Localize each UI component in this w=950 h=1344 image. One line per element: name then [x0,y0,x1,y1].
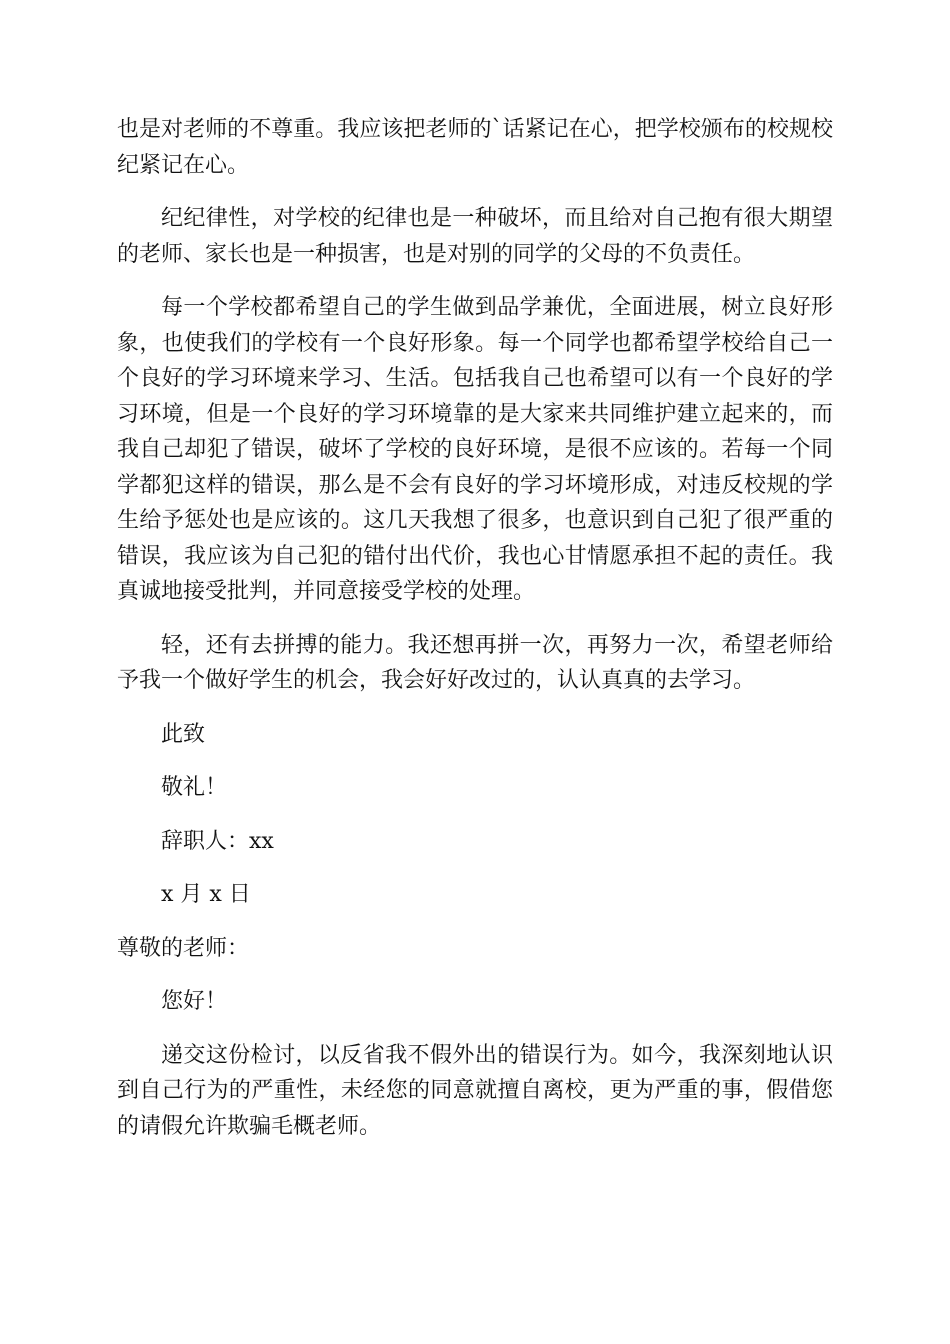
paragraph-another-chance: 轻，还有去拼搏的能力。我还想再拼一次，再努力一次，希望老师给予我一个做好学生的机会，我会好好改过的，认认真真的去学习。 [117,632,833,693]
date-line: x 月 x 日 [161,882,251,907]
letter-greeting: 尊敬的老师： [117,935,250,961]
letter-hello: 您好！ [161,989,228,1014]
paragraph-school-environment: 每一个学校都希望自己的学生做到品学兼优，全面进展，树立良好形象，也使我们的学校有一个良好形象。每一个同学也都希望学校给自己一个良好的学习环境来学习、生活。包括我自己也希望可以有一个良好的学习环境，但是一个良好的学习环境靠的是大家来共同维护建立起来的，而我自己却犯了错误，破坏了学校的良好环境，是很不应该的。若每一个同学都犯这样的错误，那么是不会有良好的学习坏境形成，对违反校规的学生给予惩处也是应该的。这几天我想了很多，也意识到自己犯了很严重的错误，我应该为自己犯的错付出代价，我也心甘情愿承担不起的责任。我真诚地接受批判，并同意接受学校的处理。 [117,295,833,604]
paragraph-discipline: 纪纪律性，对学校的纪律也是一种破坏，而且给对自己抱有很大期望的老师、家长也是一种损害，也是对别的同学的父母的不负责任。 [117,206,833,267]
signature-line: 辞职人：xx [161,828,274,854]
closing-regards: 敬礼！ [161,775,228,800]
paragraph-self-review: 递交这份检讨，以反省我不假外出的错误行为。如今，我深刻地认识到自己行为的严重性，未经您的同意就擅自离校，更为严重的事，假借您的请假允许欺骗毛概老师。 [117,1042,833,1139]
paragraph-continuation: 也是对老师的不尊重。我应该把老师的`话紧记在心，把学校颁布的校规校纪紧记在心。 [117,117,833,178]
closing-salutation: 此致 [161,721,206,747]
document-body [117,112,833,1162]
